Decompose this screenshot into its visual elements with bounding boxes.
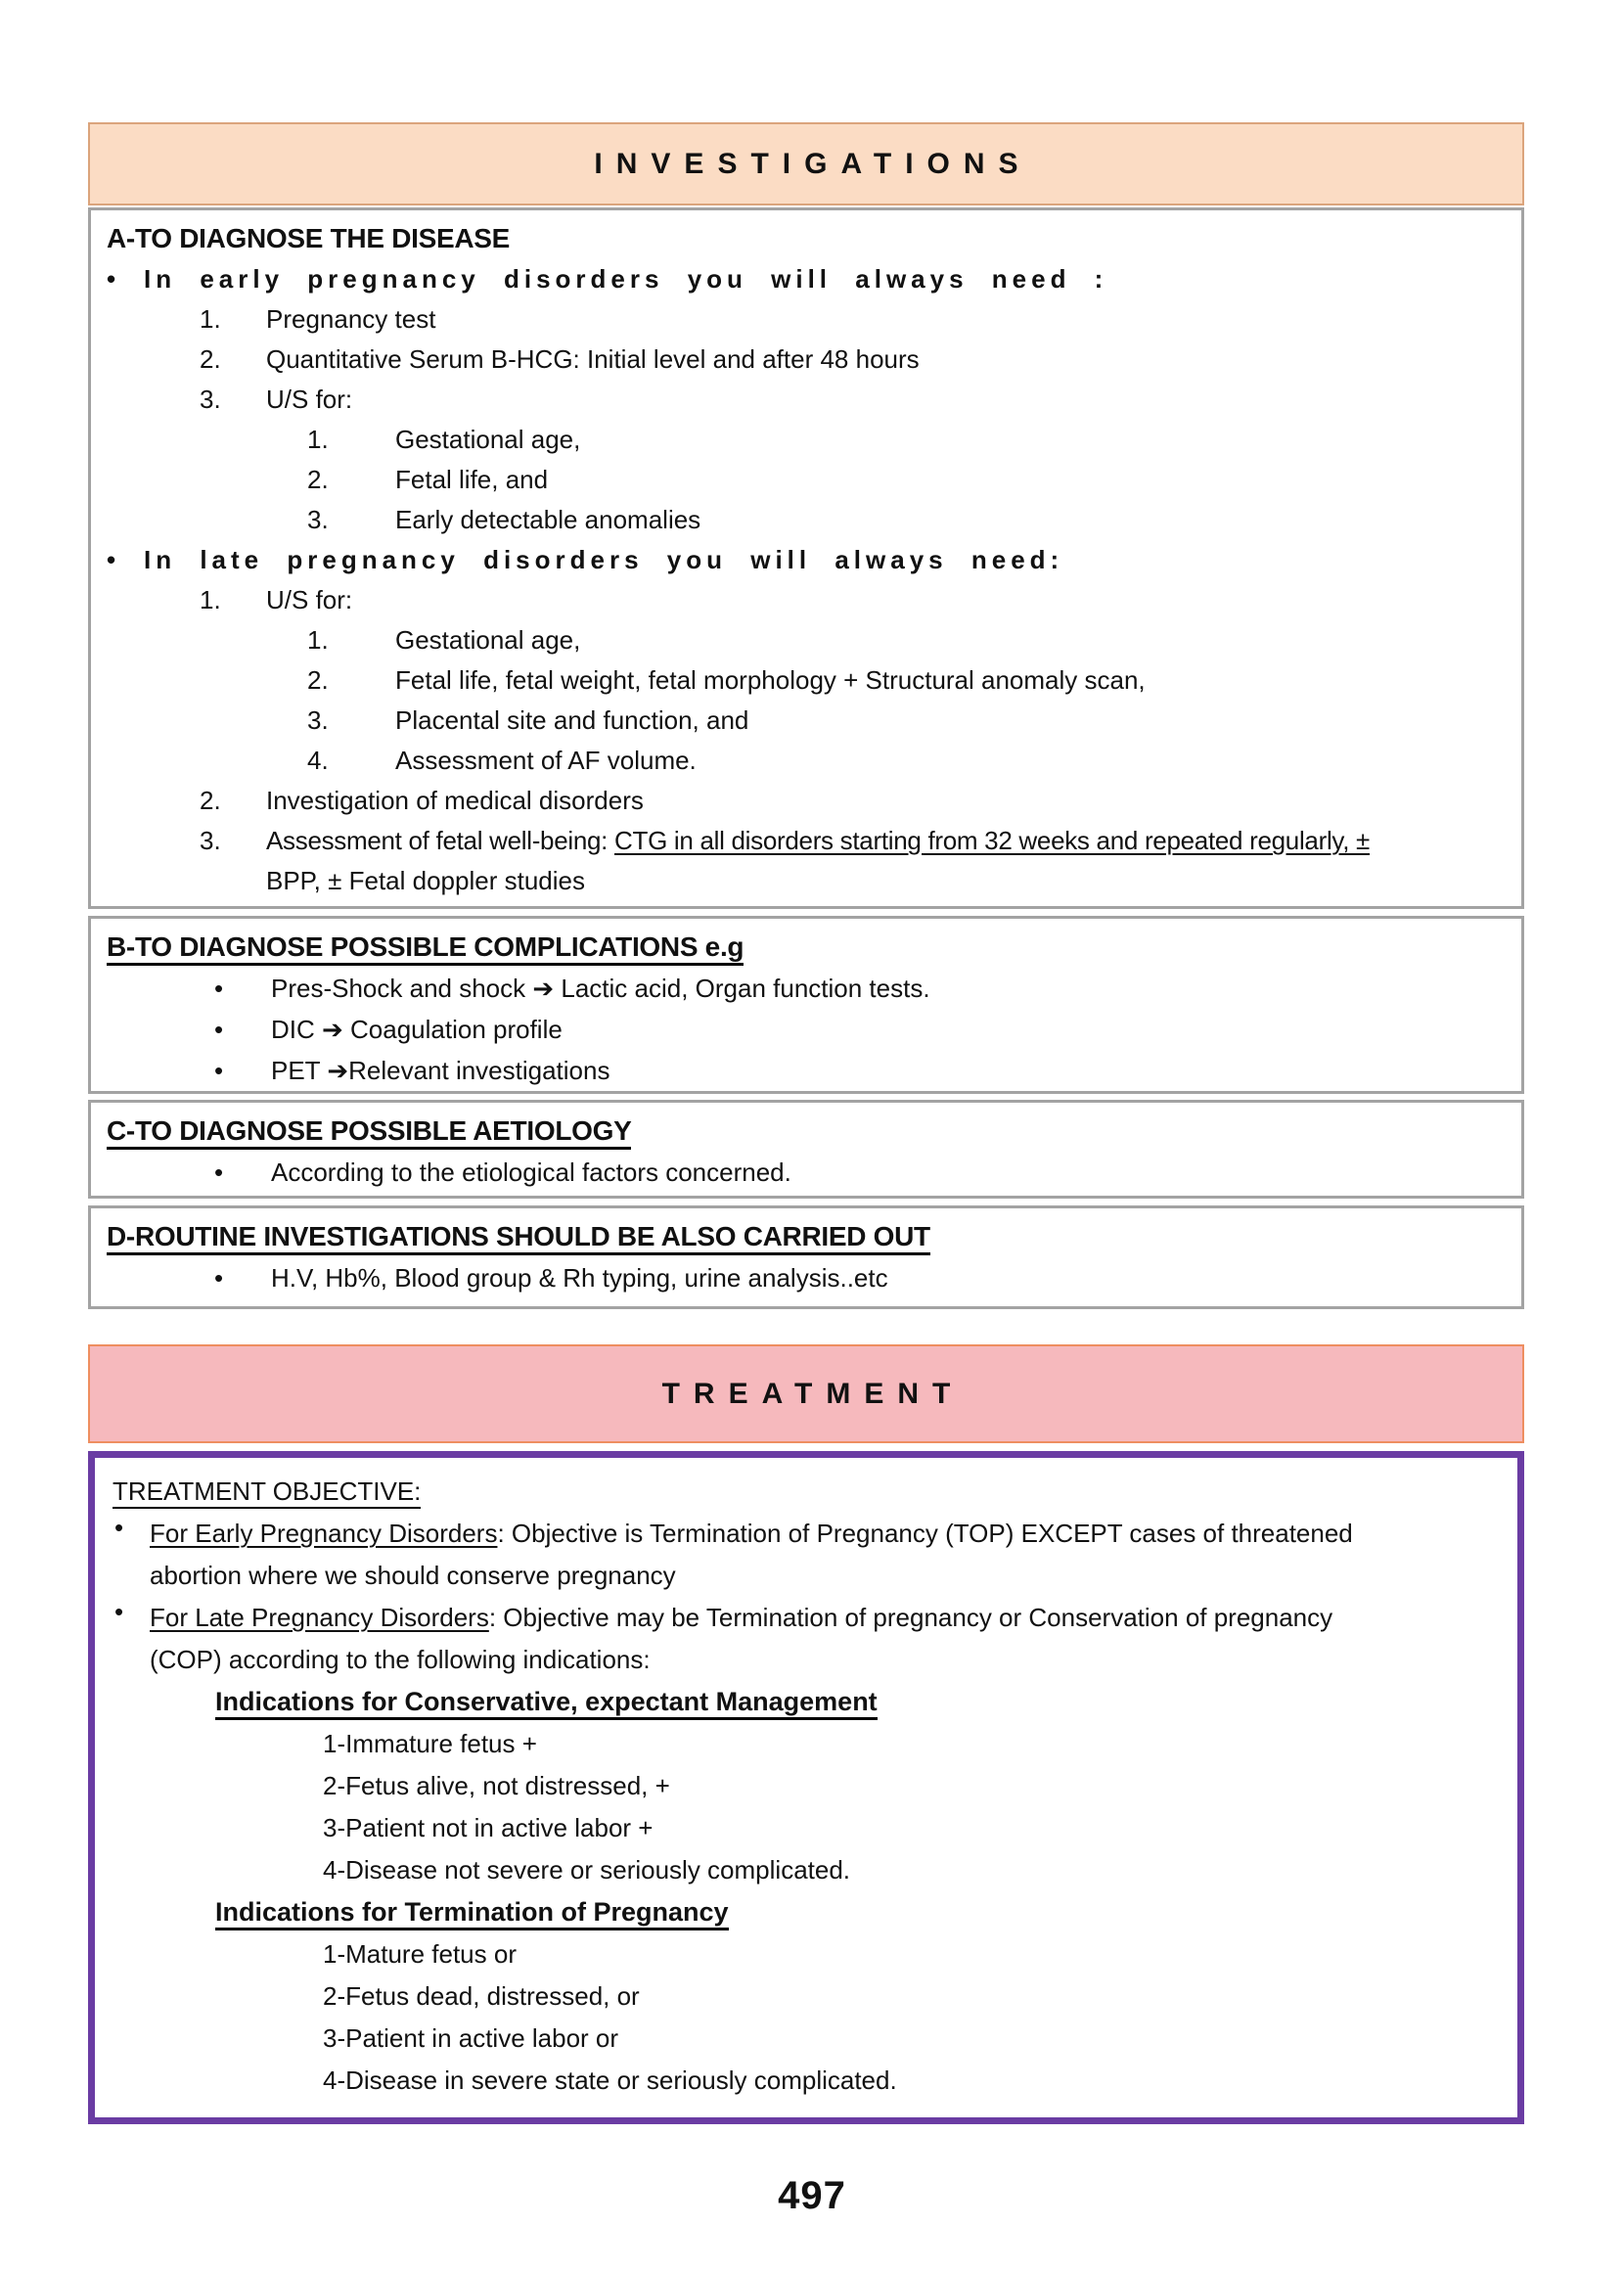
investigations-title: INVESTIGATIONS — [594, 147, 1032, 180]
list-marker: 1. — [307, 625, 329, 655]
list-item — [107, 861, 1506, 901]
list-text: U/S for: — [266, 585, 353, 614]
list-text: Quantitative Serum B-HCG: Initial level and after 48 hours — [266, 344, 920, 374]
objective-line: (COP) according to the following indications: — [150, 1645, 651, 1674]
list-marker: 3. — [200, 826, 221, 855]
list-text: Gestational age, — [395, 425, 581, 454]
list-marker: 4. — [307, 746, 329, 775]
objective-line: abortion where we should conserve pregnancy — [150, 1561, 676, 1590]
section-b-heading-text: B-TO DIAGNOSE POSSIBLE COMPLICATIONS e.g — [107, 931, 744, 966]
list-item: 3-Patient not in active labor + — [323, 1813, 654, 1842]
list-item: 2-Fetus dead, distressed, or — [323, 1981, 640, 2011]
list-item — [107, 1257, 1506, 1298]
list-text: DIC ➔ Coagulation profile — [271, 1015, 563, 1044]
list-text: Investigation of medical disorders — [266, 786, 644, 815]
bullet-icon — [107, 540, 144, 580]
objective-bullet-text — [150, 1513, 1353, 1597]
list-item: 2-Fetus alive, not distressed, + — [323, 1771, 670, 1800]
conservative-indications-heading-text: Indications for Conservative, expectant Management — [215, 1687, 878, 1720]
list-text: Placental site and function, and — [395, 705, 749, 735]
list-text: BPP, ± Fetal doppler studies — [266, 866, 585, 895]
investigations-header-banner — [88, 122, 1524, 205]
late-pregnancy-intro — [107, 540, 1506, 580]
list-item — [107, 968, 1506, 1009]
list-item — [107, 580, 1506, 620]
page-number: 497 — [778, 2174, 846, 2217]
list-text: Fetal life, and — [395, 465, 549, 494]
list-item: 1-Immature fetus + — [323, 1729, 537, 1758]
early-disorders-lead: For Early Pregnancy Disorders — [150, 1519, 498, 1548]
list-item — [107, 620, 1506, 660]
list-marker: 1. — [200, 304, 221, 334]
list-item — [107, 380, 1506, 420]
section-a-heading-text: A-TO DIAGNOSE THE DISEASE — [107, 223, 511, 253]
bullet-icon — [113, 1597, 150, 1681]
list-item — [107, 821, 1506, 861]
bullet-icon — [113, 1513, 150, 1597]
list-marker: 1. — [200, 585, 221, 614]
treatment-objective-heading-text: TREATMENT OBJECTIVE: — [113, 1476, 421, 1509]
list-item — [107, 781, 1506, 821]
treatment-objective-box — [88, 1451, 1524, 2124]
conservative-indications-heading — [215, 1681, 1500, 1723]
list-text: Early detectable anomalies — [395, 505, 701, 534]
bullet-icon — [214, 1009, 271, 1050]
section-a-box — [88, 207, 1524, 909]
list-marker: 2. — [307, 465, 329, 494]
treatment-title: TREATMENT — [661, 1377, 965, 1410]
list-item: 4-Disease not severe or seriously complicated. — [323, 1855, 851, 1884]
list-item — [107, 1009, 1506, 1050]
bullet-icon — [214, 1257, 271, 1298]
list-item: 4-Disease in severe state or seriously complicated. — [323, 2066, 897, 2095]
list-text: U/S for: — [266, 385, 353, 414]
objective-line — [150, 1513, 1353, 1555]
list-marker: 3. — [200, 385, 221, 414]
section-c-heading — [107, 1111, 1506, 1152]
list-text: Assessment of AF volume. — [395, 746, 697, 775]
early-pregnancy-intro — [107, 259, 1506, 299]
list-marker: 2. — [200, 786, 221, 815]
list-item: 1-Mature fetus or — [323, 1939, 517, 1969]
early-disorders-rest: : Objective is Termination of Pregnancy (TOP) EXCEPT cases of threatened — [497, 1519, 1353, 1548]
list-text: H.V, Hb%, Blood group & Rh typing, urine analysis..etc — [271, 1263, 888, 1293]
list-marker: 3. — [307, 705, 329, 735]
bullet-icon — [214, 1152, 271, 1193]
list-text: Gestational age, — [395, 625, 581, 655]
objective-bullet-late — [113, 1597, 1500, 1681]
list-text: Pres-Shock and shock ➔ Lactic acid, Organ function tests. — [271, 974, 930, 1003]
list-item — [107, 500, 1506, 540]
bullet-icon — [107, 259, 144, 299]
list-marker: 2. — [307, 665, 329, 695]
bullet-icon — [214, 968, 271, 1009]
list-marker: 2. — [200, 344, 221, 374]
list-text: According to the etiological factors concerned. — [271, 1158, 791, 1187]
list-text: Fetal life, fetal weight, fetal morphology + Structural anomaly scan, — [395, 665, 1146, 695]
list-item — [107, 701, 1506, 741]
list-item — [107, 460, 1506, 500]
section-b-box — [88, 916, 1524, 1094]
list-item — [107, 1152, 1506, 1193]
late-disorders-rest: : Objective may be Termination of pregnancy or Conservation of pregnancy — [488, 1603, 1333, 1632]
list-item: 3-Patient in active labor or — [323, 2023, 619, 2053]
list-marker: 1. — [307, 425, 329, 454]
section-c-box — [88, 1100, 1524, 1199]
treatment-header-banner — [88, 1344, 1524, 1443]
termination-indications-heading-text: Indications for Termination of Pregnancy — [215, 1897, 729, 1930]
late-pregnancy-intro-text: In late pregnancy disorders you will always need: — [144, 545, 1064, 574]
objective-line — [150, 1597, 1332, 1639]
list-text: Pregnancy test — [266, 304, 436, 334]
list-item — [107, 660, 1506, 701]
section-d-heading — [107, 1216, 1506, 1257]
objective-bullet-text — [150, 1597, 1332, 1681]
section-c-heading-text: C-TO DIAGNOSE POSSIBLE AETIOLOGY — [107, 1115, 631, 1150]
list-text: PET ➔Relevant investigations — [271, 1056, 610, 1085]
ctg-underlined-text: CTG in all disorders starting from 32 weeks and repeated regularly, ± — [614, 826, 1371, 855]
list-text — [266, 821, 1370, 861]
bullet-icon — [214, 1050, 271, 1091]
list-item — [107, 1050, 1506, 1091]
list-item — [107, 299, 1506, 340]
list-item — [107, 340, 1506, 380]
termination-indications-heading — [215, 1891, 1500, 1933]
list-item — [107, 741, 1506, 781]
early-pregnancy-intro-text: In early pregnancy disorders you will always need : — [144, 264, 1108, 294]
treatment-objective-heading — [113, 1470, 1500, 1513]
late-disorders-lead: For Late Pregnancy Disorders — [150, 1603, 489, 1632]
section-d-box — [88, 1205, 1524, 1309]
list-marker — [200, 861, 266, 901]
objective-bullet-early — [113, 1513, 1500, 1597]
fetal-wellbeing-prefix: Assessment of fetal well-being: — [266, 826, 615, 855]
list-marker: 3. — [307, 505, 329, 534]
section-b-heading — [107, 927, 1506, 968]
list-item — [107, 420, 1506, 460]
section-d-heading-text: D-ROUTINE INVESTIGATIONS SHOULD BE ALSO CARRIED OUT — [107, 1221, 930, 1255]
section-a-heading — [107, 218, 1506, 259]
